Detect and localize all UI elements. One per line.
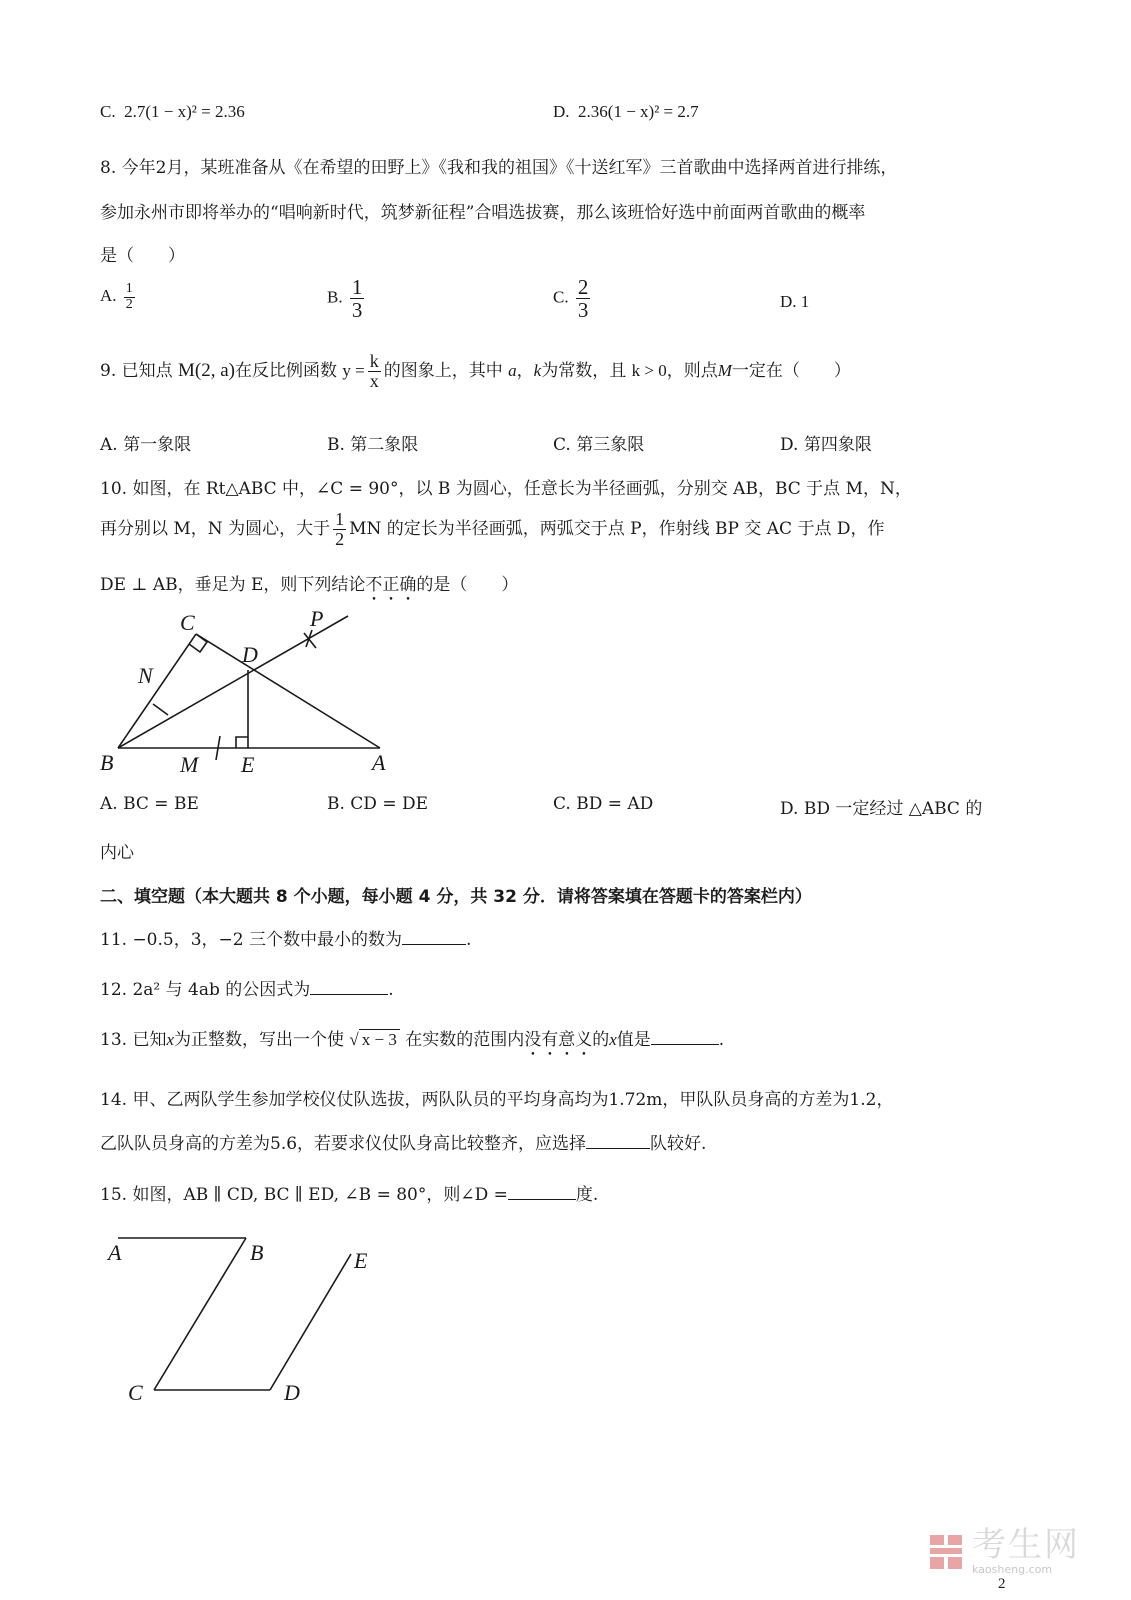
q10-figure: [90, 600, 386, 790]
q10-option-d-cont: 内心: [100, 843, 134, 863]
q14-line-1: 14. 甲、乙两队学生参加学校仪仗队选拔，两队队员的平均身高均为1.72m，甲队队员身高的方差为1.2，: [100, 1090, 894, 1110]
watermark-logo: [928, 1525, 1080, 1576]
q13-emphasis: 没有意义: [524, 1030, 593, 1050]
q10-line-1: 10. 如图，在 Rt△ABC 中，∠C = 90°，以 B 为圆心，任意长为半径画弧，分别交 AB，BC 于点 M，N，: [100, 479, 912, 499]
q10-option-c: C. BD = AD: [553, 794, 654, 814]
watermark-text: 考生网: [972, 1525, 1080, 1565]
q13-radicand: x − 3: [359, 1029, 400, 1049]
q8-option-d: D. 1: [780, 292, 810, 311]
segment-de: [270, 1254, 351, 1390]
right-angle-c: [189, 634, 207, 652]
watermark-url: kaosheng.com: [972, 1563, 1053, 1576]
q8-option-a: A. $\frac{1}{2}$: [100, 281, 133, 312]
q8-line-1: 8. 今年2月，某班准备从《在希望的田野上》《我和我的祖国》《十送红军》三首歌曲中选择两首进行排练，: [100, 158, 898, 178]
q13: 13. 已知x为正整数，写出一个使 √ x − 3 在实数的范围内没有意义的x值是 .: [100, 1030, 725, 1050]
label-d: D: [284, 1380, 300, 1405]
q14-line-2: 乙队队员身高的方差为5.6，若要求仪仗队身高比较整齐，应选择 队较好.: [100, 1134, 707, 1154]
q9-option-d: D. 第四象限: [780, 435, 872, 455]
watermark-logo-icon: [928, 1533, 964, 1571]
q7-option-d: D. 2.36(1 − x)² = 2.7: [553, 102, 699, 121]
q10-line-3: DE ⊥ AB，垂足为 E，则下列结论不正确的是（ ）: [100, 575, 519, 595]
label-c: C: [180, 610, 195, 635]
q9-option-a: A. 第一象限: [100, 435, 192, 455]
label-a: A: [108, 1240, 122, 1265]
label-e: E: [354, 1248, 368, 1273]
q15-answer-blank[interactable]: [508, 1185, 576, 1200]
segment-bc: [154, 1238, 246, 1390]
q12: 12. 2a² 与 4ab 的公因式为 .: [100, 980, 394, 1000]
label-p: P: [310, 606, 324, 631]
q14-answer-blank[interactable]: [586, 1134, 650, 1149]
q15: 15. 如图，AB ∥ CD, BC ∥ ED, ∠B = 80°，则∠D = 度.: [100, 1185, 599, 1205]
q7-option-c-expr: 2.7(1 − x)² = 2.36: [124, 102, 245, 121]
right-angle-e: [236, 737, 248, 748]
label-b: B: [250, 1240, 264, 1265]
q10-line-2: 再分别以 M，N 为圆心，大于 $\frac{1}{2}$ MN 的定长为半径画弧，两弧交于点 P，作射线 BP 交 AC 于点 D，作: [100, 509, 885, 549]
label-b: B: [100, 750, 114, 775]
q8-line-2: 参加永州市即将举办的“唱响新时代，筑梦新征程”合唱选拔赛，那么该班恰好选中前面两首歌曲的概率: [100, 203, 866, 223]
q9-option-b: B. 第二象限: [327, 435, 419, 455]
q11: 11. −0.5，3，−2 三个数中最小的数为 .: [100, 930, 472, 950]
q9-option-c: C. 第三象限: [553, 435, 645, 455]
q7-option-c: C. 2.7(1 − x)² = 2.36: [100, 102, 245, 121]
q10-option-b: B. CD = DE: [327, 794, 429, 814]
q12-answer-blank[interactable]: [310, 980, 388, 995]
label-n: N: [138, 663, 153, 688]
q10-option-a: A. BC = BE: [100, 794, 199, 814]
q9-stem: 9. 已知点 M(2, a)在反比例函数 y = $\frac{k}{x}$ 的图象上，其中 a，k为常数，且 k > 0，则点M一定在（ ）: [100, 351, 851, 391]
label-m: M: [180, 752, 199, 777]
q10-emphasis: 不正确: [365, 575, 417, 595]
q11-answer-blank[interactable]: [402, 930, 466, 945]
q8-line-3: 是（ ）: [100, 246, 185, 266]
q8-option-b: B. $\frac{1}{3}$: [327, 275, 363, 323]
section-2-heading: 二、填空题（本大题共 8 个小题，每小题 4 分，共 32 分．请将答案填在答题卡的答案栏内）: [100, 887, 812, 907]
q10-option-d: D. BD 一定经过 △ABC 的: [780, 799, 983, 819]
arc-mark-p2: [306, 630, 312, 647]
arc-mark-n: [153, 704, 168, 715]
label-c: C: [128, 1380, 143, 1405]
q13-answer-blank[interactable]: [651, 1030, 719, 1045]
label-e: E: [241, 752, 255, 777]
q7-option-d-expr: 2.36(1 − x)² = 2.7: [578, 102, 699, 121]
q15-figure: [100, 1230, 390, 1410]
segment-bc: [118, 634, 196, 748]
label-d: D: [242, 642, 258, 667]
q8-option-c: C. $\frac{2}{3}$: [553, 275, 589, 323]
q9-point: M(2, a): [178, 359, 236, 381]
label-a: A: [372, 750, 386, 775]
page-number: 2: [998, 1576, 1006, 1592]
